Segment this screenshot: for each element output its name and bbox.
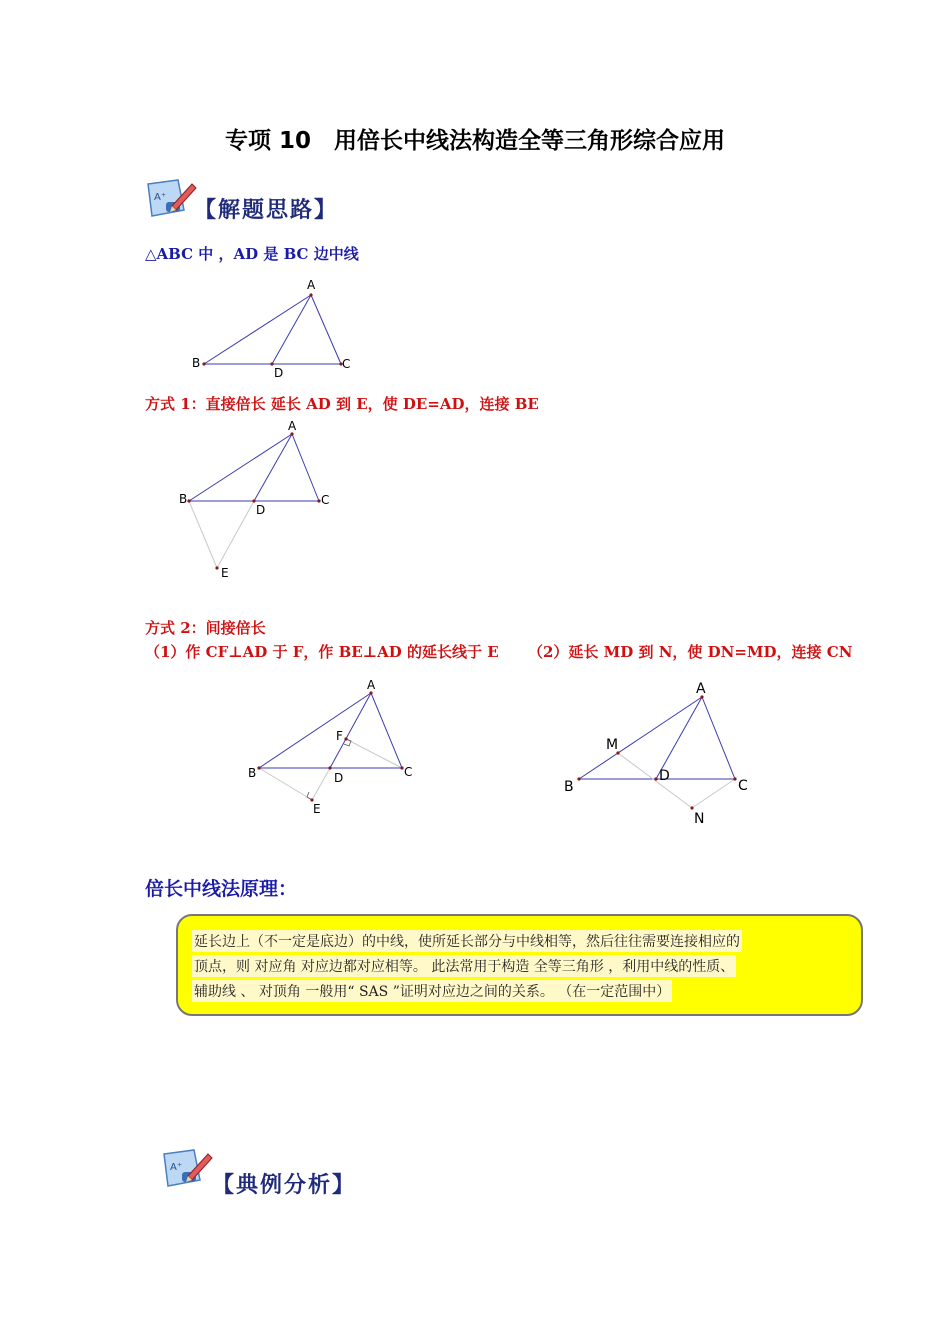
intro-text: △ABC 中 ，AD 是 BC 边中线 — [145, 245, 359, 263]
principle-line-3: 辅助线 、 对顶角 一般用“ SAS ”证明对应边之间的关系。 （在一定范围中） — [192, 980, 672, 1002]
method2-text: 方式 2：间接倍长 — [145, 619, 266, 637]
vertex-label-e: E — [313, 802, 321, 816]
vertex-label-d: D — [274, 366, 284, 380]
vertex-label-b: B — [564, 779, 574, 795]
vertex-label-a: A — [307, 278, 316, 292]
principle-line-2: 顶点，则 对应角 对应边都对应相等。 此法常用于构造 全等三角形 ，利用中线的性质、 — [192, 955, 736, 977]
vertex-label-c: C — [404, 765, 413, 779]
figure-direct-doubling — [170, 415, 350, 585]
method2-sub1-text: （1）作 CF⊥AD 于 F，作 BE⊥AD 的延长线于 E — [145, 643, 499, 661]
vertex-label-f: F — [336, 729, 343, 743]
vertex-label-d: D — [334, 771, 344, 785]
principle-heading: 倍长中线法原理： — [145, 878, 298, 900]
vertex-label-a: A — [367, 678, 376, 692]
vertex-label-b: B — [192, 356, 201, 370]
vertex-label-e: E — [221, 566, 229, 580]
figure-triangle-median — [185, 275, 375, 385]
section-heading-examples: 【典例分析】 — [212, 1172, 357, 1198]
pencil-paper-icon — [142, 176, 198, 228]
section-heading-thinking: 【解题思路】 — [194, 197, 339, 223]
vertex-label-a: A — [696, 681, 706, 697]
figure-perpendicular-construction — [240, 675, 430, 820]
vertex-label-c: C — [738, 778, 748, 794]
vertex-label-a: A — [288, 419, 297, 433]
figure-indirect-doubling — [555, 675, 765, 830]
vertex-label-m: M — [606, 737, 619, 753]
vertex-label-c: C — [342, 357, 351, 371]
method2-sub2-text: （2）延长 MD 到 N，使 DN=MD，连接 CN — [528, 643, 853, 661]
pencil-paper-icon — [158, 1146, 214, 1198]
vertex-label-d: D — [256, 503, 266, 517]
vertex-label-n: N — [694, 811, 705, 827]
vertex-label-d: D — [659, 768, 670, 784]
principle-line-1: 延长边上（不一定是底边）的中线，使所延长部分与中线相等，然后往往需要连接相应的 — [192, 930, 742, 952]
vertex-label-b: B — [179, 492, 188, 506]
svg-text:A⁺: A⁺ — [154, 192, 167, 203]
svg-text:A⁺: A⁺ — [170, 1162, 183, 1173]
page-title: 专项 10 用倍长中线法构造全等三角形综合应用 — [224, 128, 725, 154]
vertex-label-b: B — [248, 766, 257, 780]
vertex-label-c: C — [321, 493, 330, 507]
method1-text: 方式 1：直接倍长 延长 AD 到 E，使 DE=AD，连接 BE — [145, 395, 539, 413]
